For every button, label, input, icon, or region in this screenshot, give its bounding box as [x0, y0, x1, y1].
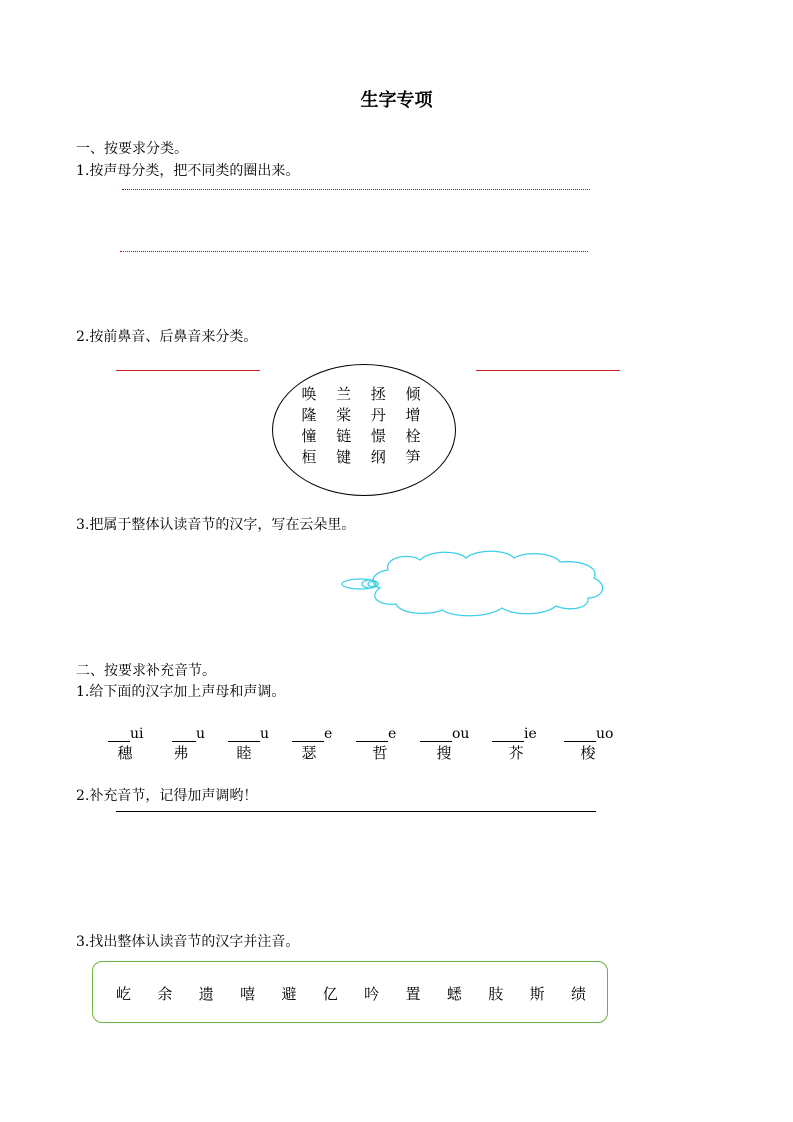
grid-char: 兰	[336, 385, 352, 403]
pinyin-final: u	[260, 726, 270, 742]
pinyin-item	[172, 722, 232, 763]
grid-char: 纲	[370, 448, 386, 466]
box-char: 嘻	[240, 985, 256, 1003]
box-char: 遗	[198, 985, 214, 1003]
answer-line-1[interactable]	[122, 189, 590, 190]
grid-char: 憬	[370, 427, 386, 445]
section2-heading: 二、按要求补充音节。	[76, 663, 216, 679]
hanzi: 穗	[117, 744, 133, 762]
pinyin-final: ou	[452, 726, 470, 742]
box-char: 亿	[322, 985, 338, 1003]
initial-tone-blank[interactable]	[108, 727, 130, 742]
character-grid	[296, 383, 426, 467]
pinyin-final: ui	[130, 726, 144, 742]
initial-tone-blank[interactable]	[292, 727, 324, 742]
initial-tone-blank[interactable]	[356, 727, 388, 742]
grid-row	[296, 425, 426, 446]
pinyin-item	[420, 722, 480, 763]
box-char: 置	[405, 985, 421, 1003]
initial-tone-blank[interactable]	[564, 727, 596, 742]
back-nasal-answer-line[interactable]	[476, 370, 620, 371]
grid-char: 唤	[301, 385, 317, 403]
pinyin-item	[564, 722, 624, 763]
box-char: 肢	[488, 985, 504, 1003]
grid-char: 键	[336, 448, 352, 466]
section1-heading: 一、按要求分类。	[76, 141, 188, 157]
box-char: 斯	[529, 985, 545, 1003]
grid-row	[296, 446, 426, 467]
grid-char: 拯	[370, 385, 386, 403]
answer-line-2[interactable]	[120, 251, 588, 252]
grid-char: 链	[336, 427, 352, 445]
grid-row	[296, 404, 426, 425]
box-char: 余	[157, 985, 173, 1003]
section1-q1: 1.按声母分类，把不同类的圈出来。	[76, 163, 300, 179]
grid-row	[296, 383, 426, 404]
hanzi: 哲	[372, 744, 388, 762]
grid-char: 桓	[301, 448, 317, 466]
pinyin-final: uo	[596, 726, 614, 742]
pinyin-item	[108, 722, 168, 763]
box-char: 避	[281, 985, 297, 1003]
grid-char: 棠	[336, 406, 352, 424]
initial-tone-blank[interactable]	[420, 727, 452, 742]
pinyin-item	[356, 722, 416, 763]
hanzi: 芥	[508, 744, 524, 762]
box-char: 绩	[570, 985, 586, 1003]
section2-q3: 3.找出整体认读音节的汉字并注音。	[76, 934, 300, 950]
hanzi: 瑟	[301, 744, 317, 762]
grid-char: 憧	[301, 427, 317, 445]
pinyin-final: e	[388, 726, 397, 742]
hanzi: 梭	[580, 744, 596, 762]
pinyin-final: u	[196, 726, 206, 742]
grid-char: 栓	[405, 427, 421, 445]
syllable-answer-line[interactable]	[116, 811, 596, 812]
grid-char: 增	[405, 406, 421, 424]
box-char: 吟	[364, 985, 380, 1003]
initial-tone-blank[interactable]	[492, 727, 524, 742]
front-nasal-answer-line[interactable]	[116, 370, 260, 371]
hanzi: 弗	[173, 744, 189, 762]
pinyin-item	[228, 722, 288, 763]
box-char: 屹	[116, 985, 132, 1003]
section1-q2: 2.按前鼻音、后鼻音来分类。	[76, 329, 258, 345]
grid-char: 笋	[405, 448, 421, 466]
section2-q1: 1.给下面的汉字加上声母和声调。	[76, 684, 286, 700]
box-char: 蟋	[446, 985, 462, 1003]
pinyin-item	[292, 722, 352, 763]
page-title: 生字专项	[360, 90, 433, 111]
cloud-outline	[342, 551, 603, 616]
initial-tone-blank[interactable]	[172, 727, 196, 742]
pinyin-item	[492, 722, 552, 763]
grid-char: 隆	[301, 406, 317, 424]
grid-char: 丹	[370, 406, 386, 424]
character-row	[116, 983, 586, 1004]
section2-q2: 2.补充音节，记得加声调哟！	[76, 788, 258, 804]
pinyin-final: ie	[524, 726, 537, 742]
hanzi: 搜	[436, 744, 452, 762]
pinyin-final: e	[324, 726, 333, 742]
section1-q3: 3.把属于整体认读音节的汉字，写在云朵里。	[76, 517, 356, 533]
cloud-answer-area[interactable]	[338, 548, 610, 620]
hanzi: 睦	[236, 744, 252, 762]
grid-char: 倾	[405, 385, 421, 403]
initial-tone-blank[interactable]	[228, 727, 260, 742]
